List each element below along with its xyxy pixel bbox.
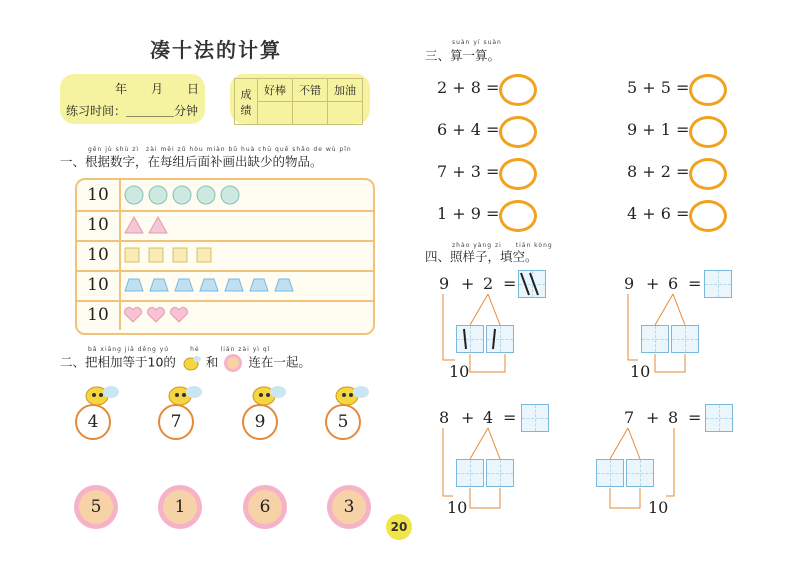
shape-row-3 bbox=[77, 240, 373, 272]
bee-icon bbox=[180, 354, 202, 372]
square-shapes bbox=[123, 246, 223, 264]
calc-problem-5 bbox=[437, 154, 547, 190]
ten-label: 10 bbox=[630, 362, 651, 381]
equals-sign: = bbox=[503, 408, 517, 427]
bee-number: 9 bbox=[242, 404, 278, 440]
flower-item-1[interactable]: 5 bbox=[79, 490, 113, 524]
ten-label: 10 bbox=[447, 498, 468, 517]
plus-sign: + bbox=[461, 274, 475, 293]
fill-problem-1 bbox=[435, 270, 575, 388]
snail-answer-icon[interactable] bbox=[499, 116, 537, 148]
fill-problem-4 bbox=[596, 404, 760, 520]
connector-lines bbox=[620, 270, 760, 388]
ten-label: 10 bbox=[648, 498, 669, 517]
calc-problem-7 bbox=[437, 196, 547, 232]
calc-problem-3 bbox=[437, 112, 547, 148]
grade-col-3: 加油 bbox=[328, 79, 363, 102]
calc-expression: 7 + 3 = bbox=[437, 162, 500, 181]
flower-item-2[interactable]: 1 bbox=[163, 490, 197, 524]
bee-number: 4 bbox=[75, 404, 111, 440]
addend-b: 4 bbox=[483, 408, 494, 427]
page-number: 20 bbox=[386, 514, 412, 540]
row-number: 10 bbox=[77, 210, 121, 240]
section2-pinyin: bǎ xiāng jiā děng yú hé lián zài yì qǐ bbox=[88, 346, 271, 353]
heart-shapes bbox=[123, 306, 193, 324]
bee-number: 7 bbox=[158, 404, 194, 440]
grade-cell-1[interactable] bbox=[258, 102, 293, 125]
calc-problem-4 bbox=[627, 112, 737, 148]
section4-heading: 四、照样子，填空。 bbox=[425, 249, 538, 264]
fill-problem-3 bbox=[435, 404, 575, 520]
snail-answer-icon[interactable] bbox=[499, 200, 537, 232]
page-title: 凑十法的计算 bbox=[150, 38, 282, 62]
calc-expression: 8 + 2 = bbox=[627, 162, 690, 181]
addend-a: 7 bbox=[624, 408, 635, 427]
date-box bbox=[60, 74, 205, 124]
calc-problem-6 bbox=[627, 154, 737, 190]
calc-problem-2 bbox=[627, 70, 737, 106]
connector-lines bbox=[596, 404, 760, 520]
flower-item-3[interactable]: 6 bbox=[248, 490, 282, 524]
snail-answer-icon[interactable] bbox=[499, 158, 537, 190]
calc-expression: 2 + 8 = bbox=[437, 78, 500, 97]
connector-lines bbox=[435, 404, 575, 520]
flower-item-4[interactable]: 3 bbox=[332, 490, 366, 524]
shape-row-2 bbox=[77, 210, 373, 242]
fill-problem-2 bbox=[620, 270, 760, 388]
connector-lines bbox=[435, 270, 575, 388]
snail-answer-icon[interactable] bbox=[689, 74, 727, 106]
flower-icon bbox=[222, 352, 244, 374]
plus-sign: + bbox=[646, 408, 660, 427]
calc-problem-1 bbox=[437, 70, 547, 106]
row-number: 10 bbox=[77, 180, 121, 210]
calc-expression: 4 + 6 = bbox=[627, 204, 690, 223]
snail-answer-icon[interactable] bbox=[689, 158, 727, 190]
snail-answer-icon[interactable] bbox=[499, 74, 537, 106]
calc-problem-8 bbox=[627, 196, 737, 232]
calc-expression: 5 + 5 = bbox=[627, 78, 690, 97]
shape-row-5 bbox=[77, 300, 373, 330]
section2-heading bbox=[60, 352, 311, 374]
grade-cell-2[interactable] bbox=[293, 102, 328, 125]
calc-expression: 1 + 9 = bbox=[437, 204, 500, 223]
grade-col-1: 好棒 bbox=[258, 79, 293, 102]
section3-heading: 三、算一算。 bbox=[425, 48, 501, 63]
addend-a: 8 bbox=[439, 408, 450, 427]
row-number: 10 bbox=[77, 270, 121, 300]
practice-time-line: 练习时间：＿＿＿＿分钟 bbox=[66, 104, 199, 118]
trapezoid-shapes bbox=[123, 277, 303, 293]
ten-label: 10 bbox=[449, 362, 470, 381]
equals-sign: = bbox=[688, 274, 702, 293]
section2-text-a: 二、把相加等于10的 bbox=[60, 354, 176, 370]
date-line: 年 月 日 bbox=[115, 82, 200, 96]
plus-sign: + bbox=[461, 408, 475, 427]
addend-b: 2 bbox=[483, 274, 494, 293]
triangle-shapes bbox=[123, 215, 183, 235]
grade-col-2: 不错 bbox=[293, 79, 328, 102]
grade-box bbox=[230, 74, 370, 124]
addend-a: 9 bbox=[624, 274, 635, 293]
circle-shapes bbox=[123, 184, 243, 206]
addend-b: 8 bbox=[668, 408, 679, 427]
shape-row-4 bbox=[77, 270, 373, 302]
row-number: 10 bbox=[77, 300, 121, 330]
section2-text-c: 连在一起。 bbox=[248, 354, 311, 370]
section1-pinyin: gēn jù shù zì zài měi zǔ hòu miàn bǔ huà chū quē shǎo de wù pǐn bbox=[88, 146, 352, 153]
section1-heading: 一、根据数字，在每组后面补画出缺少的物品。 bbox=[60, 154, 323, 169]
equals-sign: = bbox=[688, 408, 702, 427]
snail-answer-icon[interactable] bbox=[689, 200, 727, 232]
bee-number: 5 bbox=[325, 404, 361, 440]
calc-expression: 6 + 4 = bbox=[437, 120, 500, 139]
shape-panel bbox=[75, 178, 375, 335]
section4-pinyin: zhào yàng zi tián kòng bbox=[452, 242, 553, 249]
grade-label: 成绩 bbox=[235, 79, 258, 125]
section2-text-b: 和 bbox=[205, 354, 219, 370]
row-number: 10 bbox=[77, 240, 121, 270]
section3-pinyin: suàn yí suàn bbox=[452, 39, 502, 46]
grade-cell-3[interactable] bbox=[328, 102, 363, 125]
snail-answer-icon[interactable] bbox=[689, 116, 727, 148]
equals-sign: = bbox=[503, 274, 517, 293]
shape-row-1 bbox=[77, 180, 373, 212]
calc-expression: 9 + 1 = bbox=[627, 120, 690, 139]
addend-a: 9 bbox=[439, 274, 450, 293]
addend-b: 6 bbox=[668, 274, 679, 293]
plus-sign: + bbox=[646, 274, 660, 293]
